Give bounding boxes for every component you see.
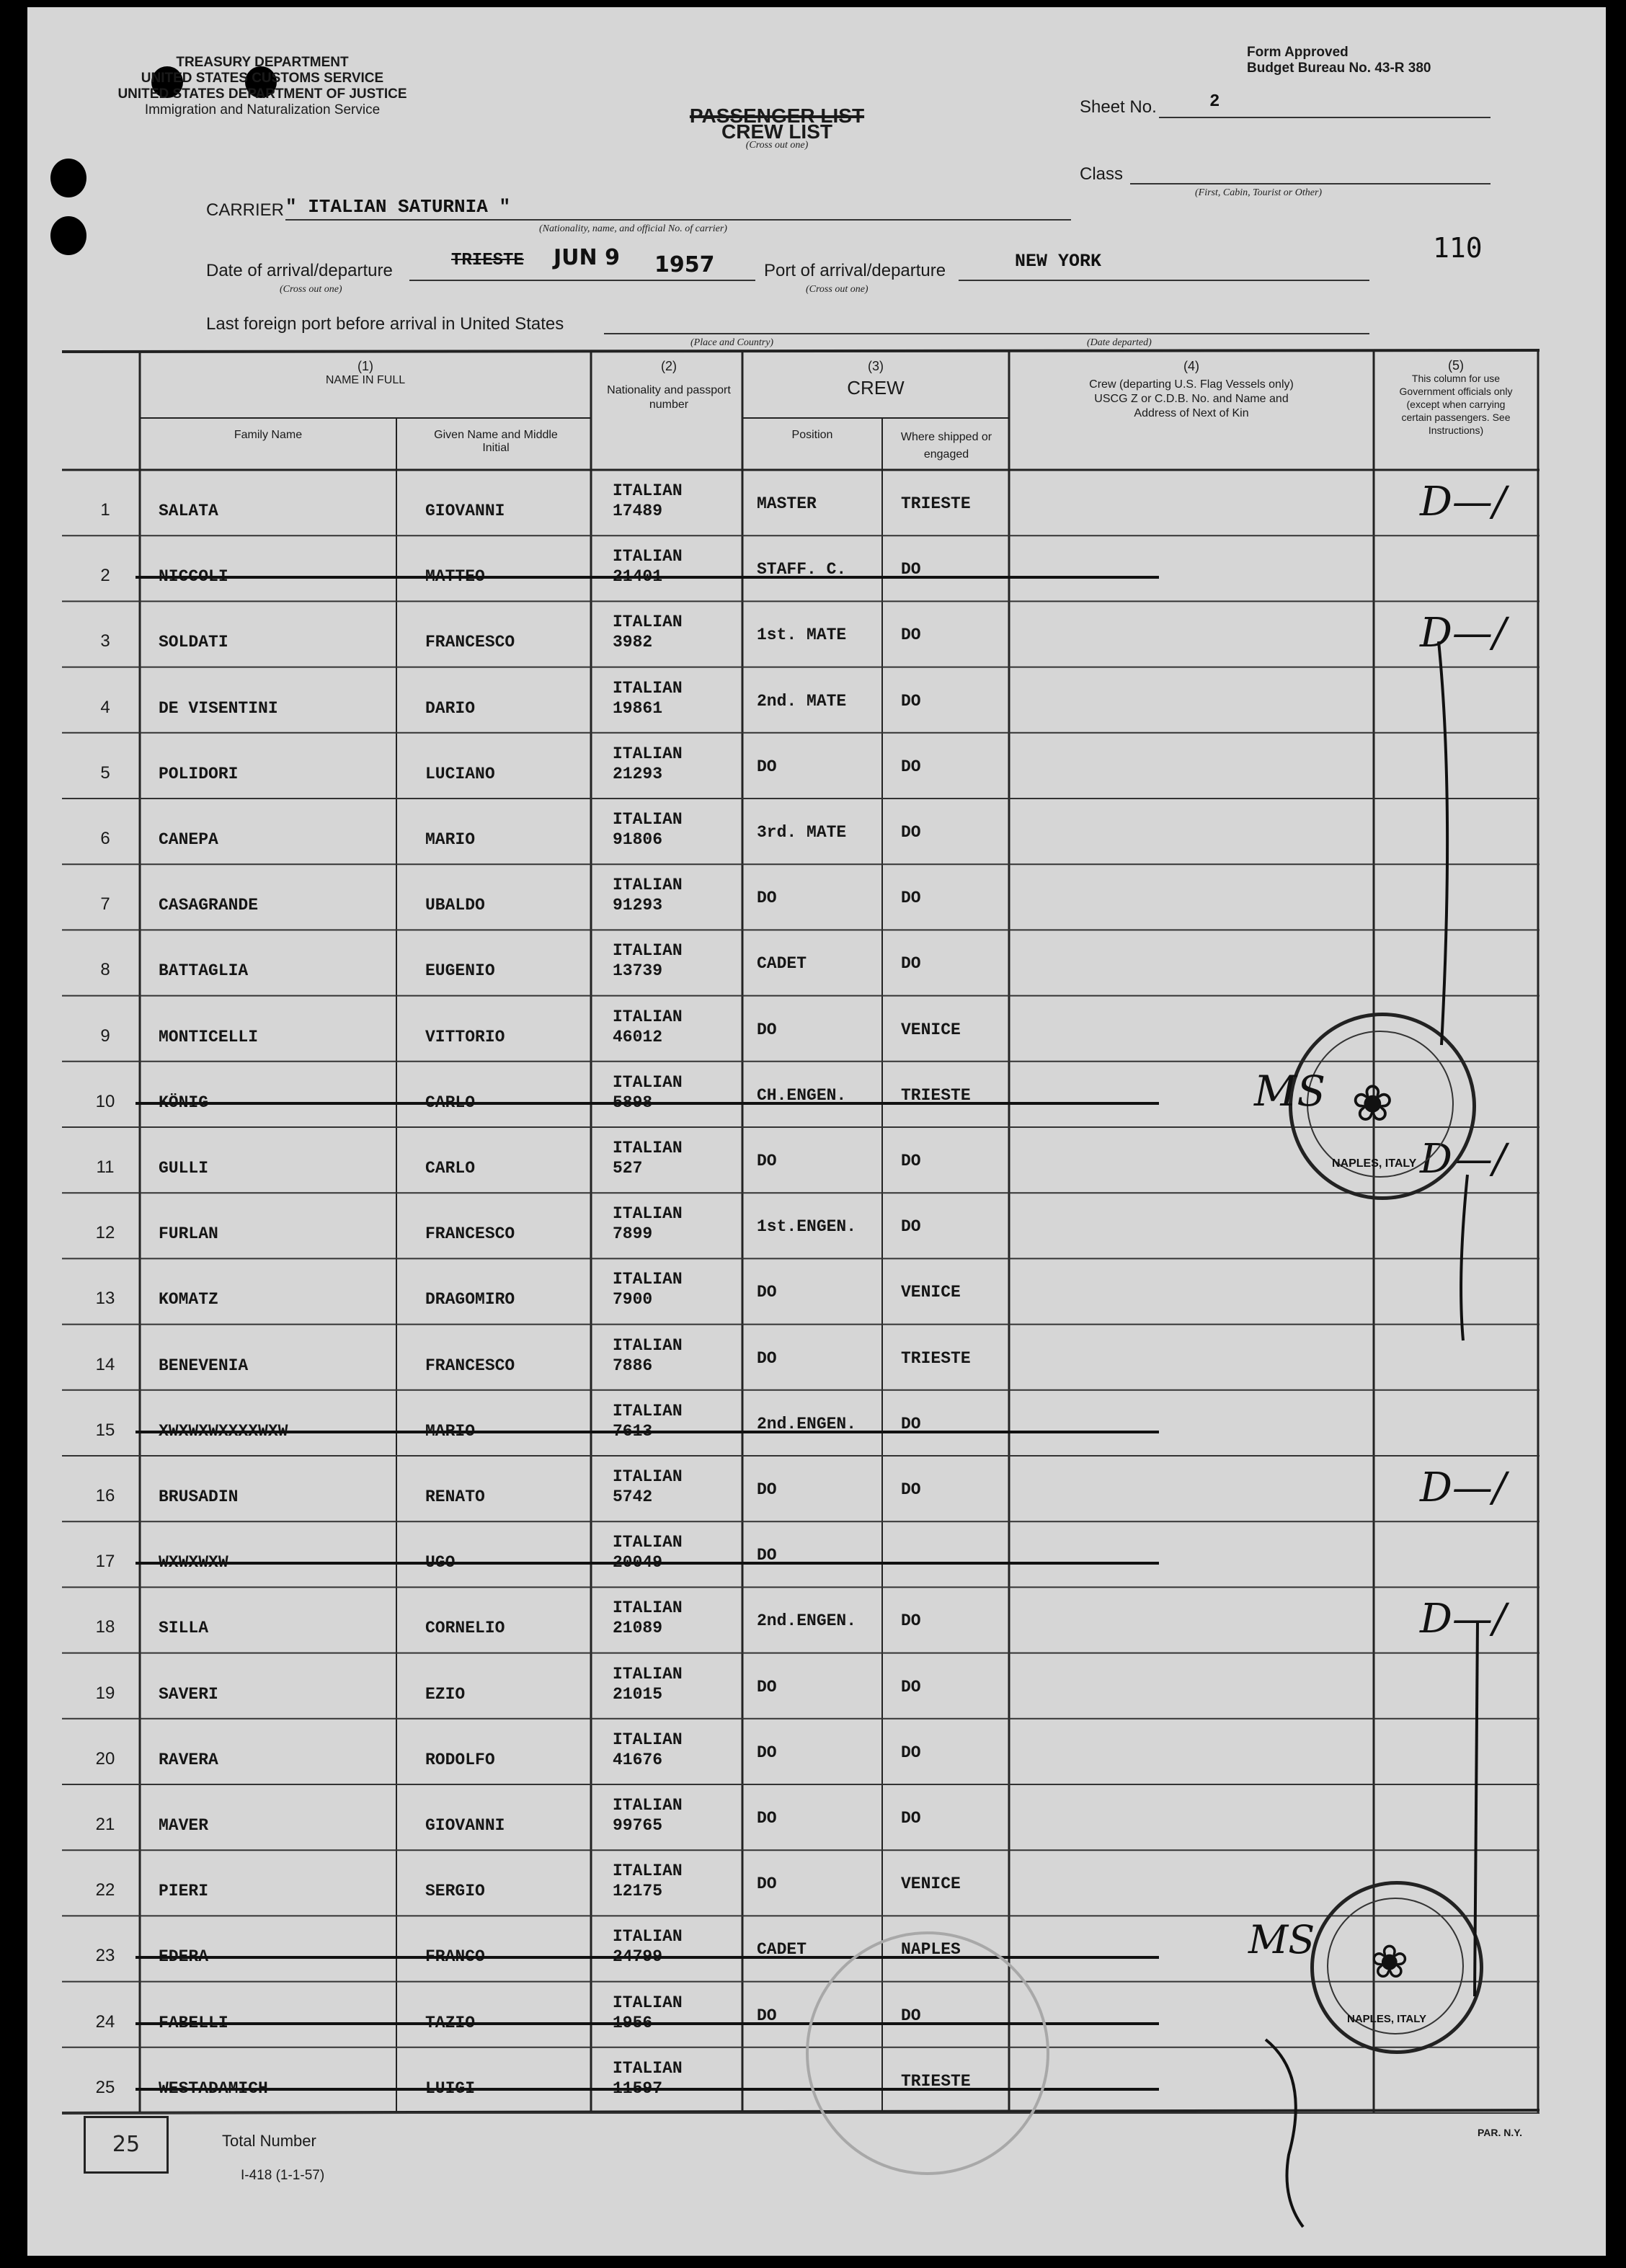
row-number: 19 <box>95 1683 115 1703</box>
bracket-marks <box>27 7 1606 2256</box>
position: DO <box>757 1677 777 1696</box>
where-shipped: DO <box>901 2006 921 2025</box>
where-shipped: TRIESTE <box>901 494 971 513</box>
passport-number: 21089 <box>613 1619 663 1638</box>
total-count-box <box>84 2116 169 2174</box>
position: CADET <box>757 1940 807 1960</box>
col4-number: (4) <box>1183 359 1199 373</box>
position: DO <box>757 757 777 776</box>
nationality: ITALIAN <box>613 1467 683 1486</box>
position: DO <box>757 1283 777 1302</box>
passport-number: 21401 <box>613 567 663 587</box>
where-shipped: DO <box>901 1677 921 1696</box>
row-number: 5 <box>100 762 110 783</box>
form-approved-label: Form Approved <box>1247 45 1349 60</box>
where-shipped: DO <box>901 626 921 645</box>
given-name: RENATO <box>425 1487 485 1506</box>
date-value-year: 1957 <box>654 252 715 277</box>
passport-number: 91293 <box>613 896 663 915</box>
nationality: ITALIAN <box>613 1730 683 1749</box>
where-shipped: DO <box>901 1743 921 1762</box>
row-number: 8 <box>100 960 110 980</box>
page-number: 110 <box>1433 232 1483 264</box>
where-shipped: DO <box>901 889 921 908</box>
where-shipped: DO <box>901 1611 921 1631</box>
class-label: Class <box>1080 164 1124 184</box>
position: 2nd.ENGEN. <box>757 1611 857 1631</box>
family-name: BRUSADIN <box>159 1487 239 1506</box>
row-number: 9 <box>100 1026 110 1046</box>
position: DO <box>757 2006 777 2025</box>
row-number: 23 <box>95 1946 115 1966</box>
family-name: WESTADAMICH <box>159 2078 268 2098</box>
where-shipped: DO <box>901 823 921 842</box>
nationality: ITALIAN <box>613 941 683 961</box>
family-name: SILLA <box>159 1619 209 1638</box>
family-name: RAVERA <box>159 1750 218 1769</box>
row-number: 18 <box>95 1617 115 1637</box>
nationality: ITALIAN <box>613 1796 683 1815</box>
nationality: ITALIAN <box>613 2058 683 2078</box>
row-number: 22 <box>95 1880 115 1900</box>
col2-title: Nationality and passport number <box>607 384 731 411</box>
position: DO <box>757 1348 777 1368</box>
position: 2nd.ENGEN. <box>757 1414 857 1433</box>
where-shipped: DO <box>901 757 921 776</box>
eagle-seal-icon: ❀ <box>1370 1936 1409 1988</box>
port-hint: (Cross out one) <box>806 284 868 295</box>
where-shipped: DO <box>901 1217 921 1237</box>
last-port-label: Last foreign port before arrival in United States <box>206 314 564 334</box>
sheet-no-label: Sheet No. <box>1080 97 1157 117</box>
family-name: MONTICELLI <box>159 1027 259 1046</box>
where-shipped: VENICE <box>901 1283 961 1302</box>
given-name: MARIO <box>425 1421 476 1441</box>
col3-title: CREW <box>847 377 905 399</box>
official-mark: D—/ <box>1420 479 1506 525</box>
given-name: TAZIO <box>425 2013 476 2032</box>
nationality: ITALIAN <box>613 1139 683 1157</box>
given-name: FRANCO <box>425 1947 485 1967</box>
family-name: NICCOLI <box>159 567 228 587</box>
passport-number: 527 <box>613 1159 643 1178</box>
family-name: MAVER <box>159 1816 209 1835</box>
date-departed-hint: (Date departed) <box>1087 337 1152 348</box>
passport-number: 20049 <box>613 1553 663 1573</box>
row-number: 3 <box>100 631 110 652</box>
row-number: 17 <box>95 1552 115 1572</box>
family-name: EDERA <box>159 1947 209 1967</box>
total-number-label: Total Number <box>222 2132 316 2150</box>
family-name: BENEVENIA <box>159 1356 249 1375</box>
where-shipped: TRIESTE <box>901 1348 971 1368</box>
row-number: 21 <box>95 1815 115 1834</box>
nationality: ITALIAN <box>613 613 683 632</box>
given-name: UBALDO <box>425 896 485 915</box>
passport-number: 17489 <box>613 502 663 520</box>
given-name: EZIO <box>425 1684 466 1704</box>
family-name: GULLI <box>159 1159 209 1178</box>
family-name: CANEPA <box>159 830 218 849</box>
row-number: 10 <box>95 1091 115 1111</box>
where-shipped: DO <box>901 1152 921 1170</box>
nationality: ITALIAN <box>613 744 683 763</box>
given-name: RODOLFO <box>425 1750 495 1769</box>
row-number: 13 <box>95 1289 115 1309</box>
carrier-label: CARRIER <box>206 200 285 220</box>
port-value: NEW YORK <box>1015 251 1102 272</box>
position: 1st. MATE <box>757 626 847 645</box>
position: CADET <box>757 954 807 974</box>
where-shipped: DO <box>901 954 921 974</box>
family-name: XWXWXWXXXXWXW <box>159 1421 288 1441</box>
nationality: ITALIAN <box>613 678 683 698</box>
given-name: VITTORIO <box>425 1027 505 1046</box>
passport-number: 19861 <box>613 698 663 718</box>
family-name: KÖNIG <box>159 1093 209 1112</box>
crew-list-document <box>27 7 1606 2256</box>
given-name: SERGIO <box>425 1882 485 1901</box>
passport-number: 24799 <box>613 1947 663 1967</box>
where-shipped-header: Where shipped or engaged <box>900 431 992 461</box>
passport-number: 7886 <box>613 1356 653 1375</box>
col4-title: Crew (departing U.S. Flag Vessels only) USCG Z or C.D.B. No. and Name and Address of Next of Kin <box>1089 378 1294 419</box>
nationality: ITALIAN <box>613 1993 683 2012</box>
sheet-no-value: 2 <box>1209 92 1220 112</box>
family-name: CASAGRANDE <box>159 896 259 915</box>
nationality: ITALIAN <box>613 1270 683 1289</box>
passport-number: 7900 <box>613 1290 653 1309</box>
nationality: ITALIAN <box>613 1664 683 1684</box>
nationality: ITALIAN <box>613 1598 683 1618</box>
given-name: FRANCESCO <box>425 633 515 652</box>
passport-number: 1956 <box>613 2013 653 2032</box>
col5-title: This column for use Government officials only (except when carrying certain passengers. See Instructions) <box>1399 373 1513 436</box>
position: DO <box>757 1809 777 1828</box>
given-name: GIOVANNI <box>425 1816 505 1835</box>
date-value-day: JUN 9 <box>554 245 620 270</box>
col5-number: (5) <box>1448 358 1464 373</box>
passport-number: 11597 <box>613 2078 663 2098</box>
total-count: 25 <box>112 2132 141 2157</box>
position: DO <box>757 1743 777 1762</box>
given-name: LUIGI <box>425 2078 476 2098</box>
official-mark: D—/ <box>1420 1136 1506 1183</box>
row-number: 24 <box>95 2011 115 2032</box>
row-number: 25 <box>95 2077 115 2097</box>
position: DO <box>757 1152 777 1170</box>
dept-line: Immigration and Naturalization Service <box>144 102 381 117</box>
position: DO <box>757 1480 777 1499</box>
given-name: DARIO <box>425 698 476 718</box>
position: STAFF. C. <box>757 560 847 579</box>
row-number: 4 <box>100 697 110 717</box>
passport-number: 99765 <box>613 1816 663 1835</box>
given-name: MATTEO <box>425 567 485 587</box>
stamp-initials: MS <box>1254 1067 1326 1116</box>
where-shipped: TRIESTE <box>901 1085 971 1105</box>
official-mark: D—/ <box>1420 610 1506 657</box>
row-number: 20 <box>95 1748 115 1769</box>
carrier-hint: (Nationality, name, and official No. of carrier) <box>539 223 727 234</box>
nationality: ITALIAN <box>613 1072 683 1092</box>
family-name: SOLDATI <box>159 633 228 652</box>
row-number: 16 <box>95 1486 115 1506</box>
passport-number: 12175 <box>613 1882 663 1901</box>
col1-title: NAME IN FULL <box>325 374 406 386</box>
given-name: MARIO <box>425 830 476 849</box>
nationality: ITALIAN <box>613 876 683 895</box>
date-label: Date of arrival/departure <box>206 261 393 280</box>
cross-out-hint: (Cross out one) <box>745 140 809 151</box>
where-shipped: DO <box>901 1809 921 1828</box>
dept-line: UNITED STATES CUSTOMS SERVICE <box>141 71 384 86</box>
passport-number: 3982 <box>613 633 653 652</box>
given-name-header: Given Name and Middle Initial <box>434 429 558 454</box>
nationality: ITALIAN <box>613 1335 683 1355</box>
position: 1st.ENGEN. <box>757 1217 857 1237</box>
given-name: LUCIANO <box>425 764 495 783</box>
official-mark: D—/ <box>1420 1596 1506 1643</box>
position-header: Position <box>791 429 833 441</box>
port-label: Port of arrival/departure <box>764 261 946 280</box>
family-name: DE VISENTINI <box>159 698 278 718</box>
nationality: ITALIAN <box>613 481 683 500</box>
family-name: SALATA <box>159 502 218 520</box>
col2-number: (2) <box>661 359 677 373</box>
given-name: CARLO <box>425 1093 476 1112</box>
passport-number: 91806 <box>613 830 663 849</box>
given-name: CORNELIO <box>425 1619 505 1638</box>
budget-bureau-number: Budget Bureau No. 43-R 380 <box>1247 61 1431 76</box>
given-name: DRAGOMIRO <box>425 1290 515 1309</box>
given-name: EUGENIO <box>425 961 495 981</box>
where-shipped: NAPLES <box>901 1940 961 1960</box>
passport-number: 7613 <box>613 1421 653 1441</box>
position: DO <box>757 1546 777 1565</box>
passport-number: 13739 <box>613 961 663 981</box>
nationality: ITALIAN <box>613 810 683 829</box>
passport-number: 7899 <box>613 1224 653 1244</box>
form-number: I-418 (1-1-57) <box>241 2168 325 2183</box>
carrier-value: " ITALIAN SATURNIA " <box>285 196 511 218</box>
family-name: WXWXWXW <box>159 1553 228 1573</box>
given-name: UGO <box>425 1553 456 1573</box>
passport-number: 21015 <box>613 1684 663 1704</box>
class-hint: (First, Cabin, Tourist or Other) <box>1195 187 1323 198</box>
row-number: 6 <box>100 829 110 848</box>
nationality: ITALIAN <box>613 1533 683 1552</box>
row-number: 1 <box>100 500 110 520</box>
passport-number: 41676 <box>613 1750 663 1769</box>
stamp-initials: MS <box>1248 1917 1315 1962</box>
family-name: POLIDORI <box>159 764 239 783</box>
given-name: CARLO <box>425 1159 476 1178</box>
family-name: PIERI <box>159 1882 209 1901</box>
nationality: ITALIAN <box>613 547 683 566</box>
given-name: FRANCESCO <box>425 1224 515 1244</box>
row-number: 2 <box>100 566 110 586</box>
position: MASTER <box>757 494 817 513</box>
nationality: ITALIAN <box>613 1927 683 1947</box>
crew-list-title: CREW LIST <box>721 120 832 143</box>
where-shipped: DO <box>901 1480 921 1499</box>
family-name-header: Family Name <box>234 429 303 441</box>
where-shipped: DO <box>901 691 921 711</box>
passport-number: 5742 <box>613 1487 653 1506</box>
where-shipped: VENICE <box>901 1020 961 1039</box>
passport-number: 46012 <box>613 1027 663 1046</box>
family-name: BATTAGLIA <box>159 961 249 981</box>
family-name: FABELLI <box>159 2013 228 2032</box>
where-shipped: VENICE <box>901 1875 961 1894</box>
place-hint: (Place and Country) <box>690 337 774 348</box>
row-number: 15 <box>95 1420 115 1440</box>
passport-number: 21293 <box>613 764 663 783</box>
col3-number: (3) <box>868 359 884 373</box>
where-shipped: TRIESTE <box>901 2071 971 2091</box>
nationality: ITALIAN <box>613 1007 683 1026</box>
passport-number: 5898 <box>613 1093 653 1112</box>
position: 2nd. MATE <box>757 691 847 711</box>
where-shipped: DO <box>901 1414 921 1433</box>
date-hint: (Cross out one) <box>280 284 342 295</box>
position: DO <box>757 1020 777 1039</box>
date-struck: TRIESTE <box>451 251 524 270</box>
eagle-seal-icon: ❀ <box>1351 1075 1394 1131</box>
row-number: 7 <box>100 894 110 915</box>
stamp-city: NAPLES, ITALY <box>1332 1157 1417 1170</box>
dept-line: UNITED STATES DEPARTMENT OF JUSTICE <box>117 86 407 102</box>
passenger-list-struck: PASSENGER LIST <box>689 104 865 127</box>
printer-mark: PAR. N.Y. <box>1478 2127 1522 2138</box>
family-name: SAVERI <box>159 1684 218 1704</box>
official-mark: D—/ <box>1420 1464 1506 1511</box>
dept-line: TREASURY DEPARTMENT <box>176 55 349 70</box>
col1-number: (1) <box>357 359 373 373</box>
nationality: ITALIAN <box>613 1401 683 1420</box>
family-name: KOMATZ <box>159 1290 218 1309</box>
position: CH.ENGEN. <box>757 1085 847 1105</box>
nationality: ITALIAN <box>613 1204 683 1224</box>
family-name: FURLAN <box>159 1224 218 1244</box>
stamp-city: NAPLES, ITALY <box>1347 2013 1427 2025</box>
given-name: FRANCESCO <box>425 1356 515 1375</box>
row-number: 12 <box>95 1223 115 1243</box>
position: 3rd. MATE <box>757 823 847 842</box>
where-shipped: DO <box>901 560 921 579</box>
given-name: GIOVANNI <box>425 502 505 520</box>
nationality: ITALIAN <box>613 1862 683 1881</box>
position: DO <box>757 1875 777 1894</box>
row-number: 11 <box>96 1157 115 1177</box>
position: DO <box>757 889 777 908</box>
row-number: 14 <box>95 1354 115 1374</box>
